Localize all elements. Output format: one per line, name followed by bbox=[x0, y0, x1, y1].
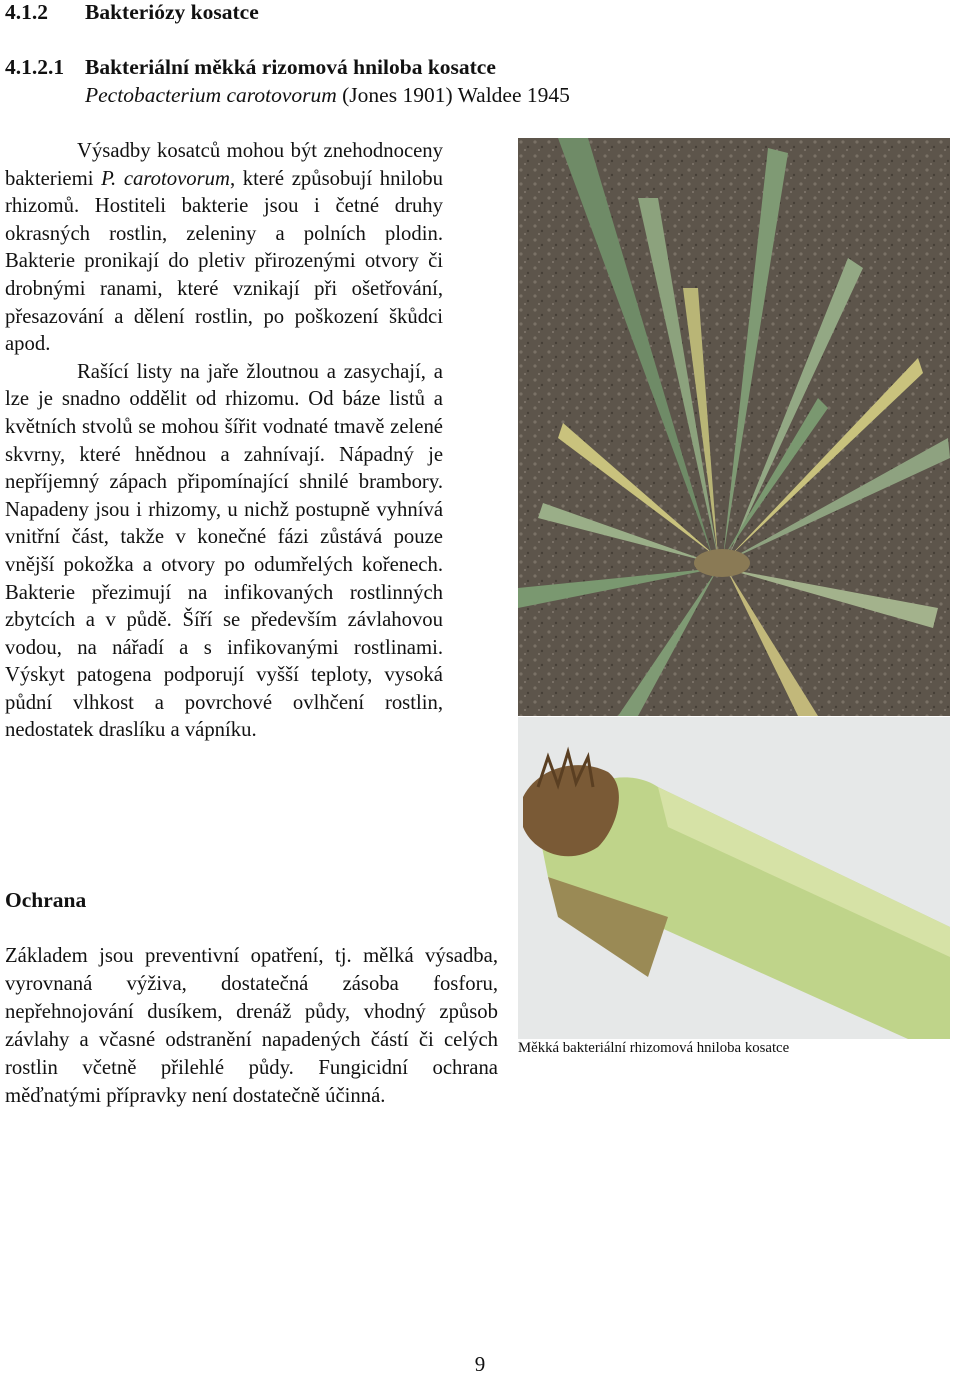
protection-text: Základem jsou preventivní opatření, tj. mělká výsadba, vyrovnaná výživa, dostatečná zásoba fosforu, nepřehnojování dusíkem, drenáž půdy, vhodný způsob závlahy a včasné odstranění napadených částí či celých rostlin včetně přilehlé půdy. Fungicidní ochrana měďnatými přípravky není dostatečně účinná. bbox=[5, 942, 705, 1110]
pathogen-name bbox=[85, 83, 570, 108]
section-title: Bakteriózy kosatce bbox=[85, 0, 259, 24]
figure-caption: Měkká bakteriální rhizomová hniloba kosatce bbox=[518, 1040, 790, 1056]
body-paragraph-1: Výsadby kosatců mohou být znehodnoceny bakteriemi P. carotovorum, které způsobují hnilobu rhizomů. Hostiteli bakterie jsou i četné druhy okrasných rostlin, zeleniny a polních plodin. Bakterie pronikají do pletiv přirozenými otvory či drobnými ranami, které vznikají při ošetřování, přesazování a dělení rostlin, po poškození škůdci apod. bbox=[5, 140, 443, 356]
protection-heading: Ochrana bbox=[5, 888, 87, 912]
float-spacer bbox=[498, 942, 705, 1062]
subsection-title: Bakteriální měkká rizomová hniloba kosatce bbox=[85, 55, 496, 79]
pathogen-latin: Pectobacterium carotovorum bbox=[85, 83, 337, 107]
subsection-heading bbox=[5, 55, 496, 80]
pathogen-authority: (Jones 1901) Waldee 1945 bbox=[342, 83, 570, 107]
body-text bbox=[5, 138, 443, 745]
body-paragraph-2: Rašící listy na jaře žloutnou a zasychají, a lze je snadno oddělit od rhizomu. Od báze listů a květních stvolů se mohou šířit vodnaté tmavě zelené skvrny, které hnědnou a zahnívají. Nápadný je nepříjemný zápach připomínající shnilé brambory. Napadeny jsou i rhizomy, u nichž postupně vyhnívá vnitřní část, takže v konečné fázi zůstává pouze vnější pokožka a otvory po odumřelých kořenech. Bakterie přezimují na infikovaných rostlinných zbytcích a v půdě. Šíří se především závlahovou vodou, na nářadí a s infikovanými rostlinami. Výskyt patogena podporují vyšší teploty, vysoká půdní vlhkost a povrchové ovlhčení rostlin, nedostatek draslíku a vápníku. bbox=[5, 360, 443, 742]
section-number: 4.1.2 bbox=[5, 0, 48, 24]
subsection-number: 4.1.2.1 bbox=[5, 55, 65, 79]
page-number: 9 bbox=[474, 1352, 486, 1376]
section-heading bbox=[5, 0, 259, 25]
photo-iris-plant bbox=[518, 138, 950, 716]
